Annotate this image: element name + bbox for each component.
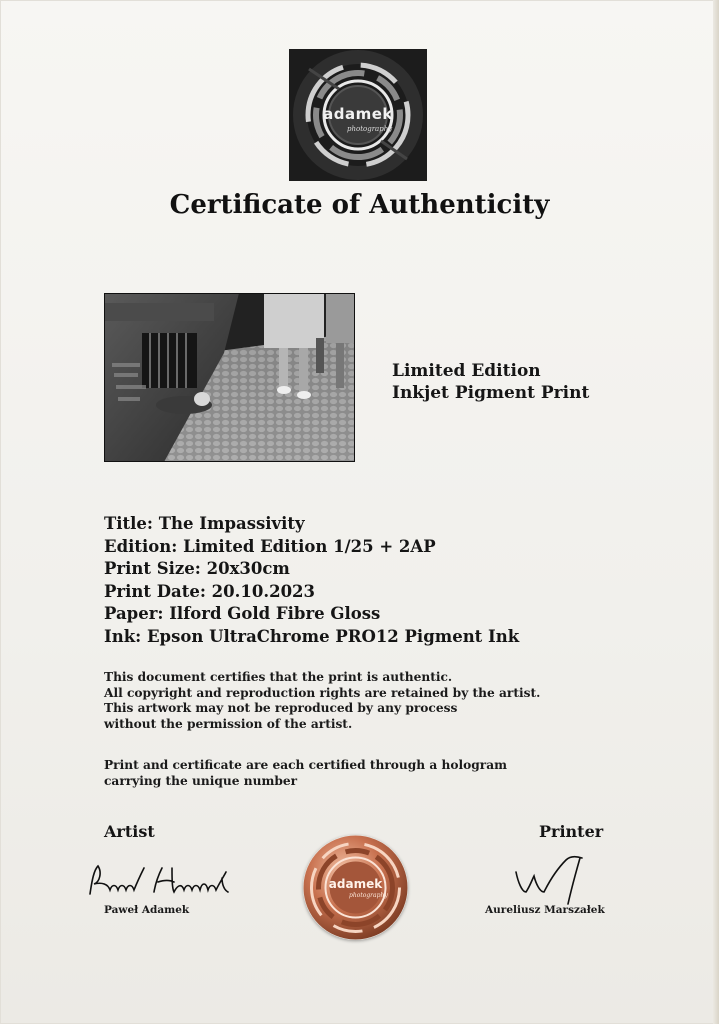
hologram-text: adamek (328, 877, 383, 891)
adamek-logo (289, 49, 427, 181)
statement-line: This artwork may not be reproduced by any process (104, 701, 458, 716)
hologram-note (104, 758, 507, 789)
photo-image (104, 293, 355, 462)
edition-type-line1: Limited Edition (392, 361, 541, 381)
hologram-note-line: Print and certificate are each certified through a hologram (104, 758, 508, 772)
paper-edge (713, 0, 719, 1024)
statement-line: without the permission of the artist. (104, 716, 353, 731)
artist-signature (82, 858, 242, 902)
logo-subtext: photography (347, 125, 393, 133)
detail-edition: Edition: Limited Edition 1/25 + 2AP (104, 536, 436, 556)
detail-print-size: Print Size: 20x30cm (104, 559, 290, 578)
artist-label: Artist (104, 822, 155, 841)
artist-name: Paweł Adamek (104, 904, 190, 916)
hologram-note-line: carrying the unique number (104, 773, 298, 788)
printer-label: Printer (539, 822, 604, 841)
statement-line: This document certifies that the print is authentic. (104, 670, 453, 684)
logo-text: adamek (323, 105, 393, 123)
detail-print-date: Print Date: 20.10.2023 (104, 581, 316, 601)
edition-type (392, 360, 589, 404)
page-title: Certificate of Authenticity (169, 190, 550, 220)
artwork-photo (104, 293, 355, 462)
hologram-subtext: photography (349, 892, 388, 899)
printer-name: Aureliusz Marszałek (485, 904, 605, 916)
printer-signature (510, 852, 600, 912)
hologram-seal (303, 835, 408, 940)
artwork-details (104, 513, 519, 648)
edition-type-line2: Inkjet Pigment Print (392, 383, 590, 403)
detail-ink: Ink: Epson UltraChrome PRO12 Pigment Ink (104, 626, 520, 646)
detail-title: Title: The Impassivity (104, 514, 305, 533)
detail-paper: Paper: Ilford Gold Fibre Gloss (104, 604, 381, 623)
statement-line: All copyright and reproduction rights are retained by the artist. (104, 685, 541, 700)
authenticity-statement (104, 670, 540, 732)
